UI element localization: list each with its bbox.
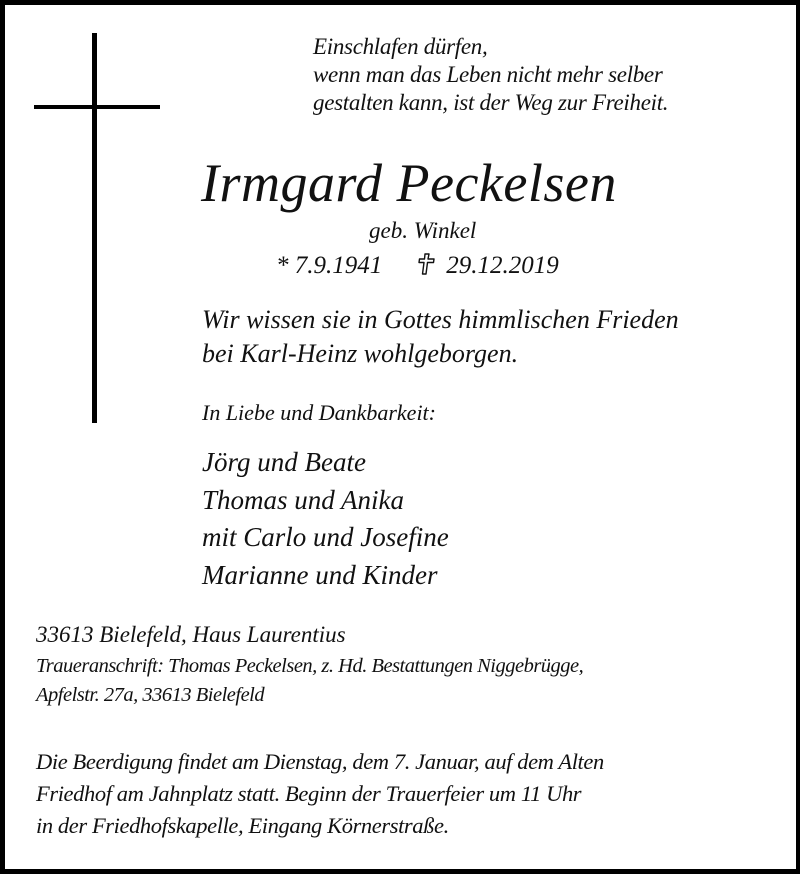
peace-message <box>202 303 679 371</box>
mourner-item: Thomas und Anika <box>202 484 405 515</box>
epigraph-quote <box>313 33 668 117</box>
funeral-line: Die Beerdigung findet am Dienstag, dem 7. Januar, auf dem Alten <box>36 749 604 774</box>
death-date: 29.12.2019 <box>446 252 559 279</box>
mourner-item: mit Carlo und Josefine <box>202 522 449 552</box>
funeral-line: in der Friedhofskapelle, Eingang Körnerstraße. <box>36 813 449 838</box>
address-line: Traueranschrift: Thomas Peckelsen, z. Hd. Bestattungen Niggebrügge, <box>36 655 584 677</box>
quote-line: wenn man das Leben nicht mehr selber <box>313 62 663 87</box>
mourning-address <box>36 652 583 710</box>
message-line: bei Karl-Heinz wohlgeborgen. <box>202 339 519 368</box>
message-line: Wir wissen sie in Gottes himmlischen Frieden <box>202 305 679 334</box>
funeral-line: Friedhof am Jahnplatz statt. Beginn der Trauerfeier um 11 Uhr <box>36 781 582 806</box>
cross-horizontal-bar <box>34 105 160 109</box>
mourner-item: Jörg und Beate <box>202 447 366 477</box>
thanks-line: In Liebe und Dankbarkeit: <box>202 400 436 425</box>
mourners-list <box>202 444 449 594</box>
birth-date: * 7.9.1941 <box>276 252 383 279</box>
quote-line: gestalten kann, ist der Weg zur Freiheit. <box>313 90 669 115</box>
funeral-details <box>36 746 604 842</box>
maiden-name: geb. Winkel <box>369 218 477 243</box>
life-dates <box>276 249 559 283</box>
address-line: Apfelstr. 27a, 33613 Bielefeld <box>36 684 265 706</box>
deceased-name: Irmgard Peckelsen <box>201 153 617 213</box>
mourner-item: Marianne und Kinder <box>202 559 438 590</box>
place-line: 33613 Bielefeld, Haus Laurentius <box>36 622 346 647</box>
obituary-card <box>5 5 796 869</box>
cross-vertical-bar <box>92 33 97 423</box>
quote-line: Einschlafen dürfen, <box>313 34 488 59</box>
cross-icon <box>418 253 436 275</box>
